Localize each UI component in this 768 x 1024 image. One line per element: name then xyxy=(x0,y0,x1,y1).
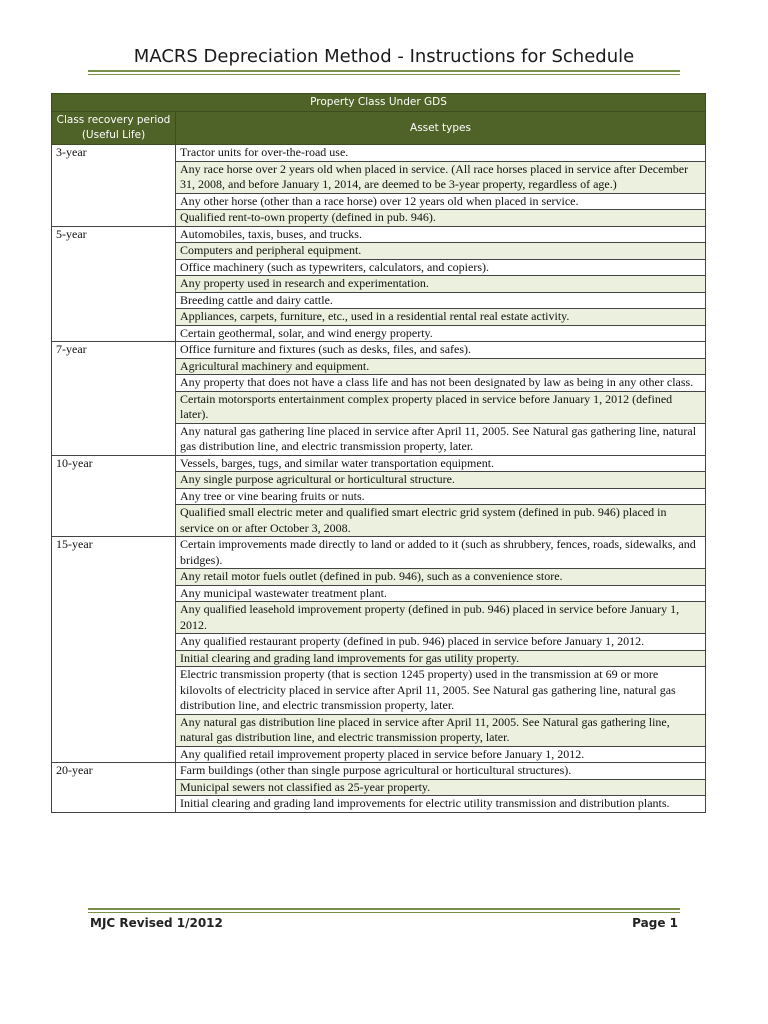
asset-type-cell: Any qualified leasehold improvement property (defined in pub. 946) placed in service before January 1, 2012. xyxy=(176,602,706,634)
asset-type-cell: Any natural gas gathering line placed in service after April 11, 2005. See Natural gas gathering line, natural gas distribution line, and electric transmission property, later. xyxy=(176,423,706,455)
asset-type-cell: Certain motorsports entertainment complex property placed in service before January 1, 2012 (defined later). xyxy=(176,391,706,423)
table-row xyxy=(52,537,706,569)
asset-type-cell: Certain geothermal, solar, and wind energy property. xyxy=(176,325,706,342)
asset-type-cell: Any municipal wastewater treatment plant. xyxy=(176,585,706,602)
asset-type-cell: Breeding cattle and dairy cattle. xyxy=(176,292,706,309)
table-row xyxy=(52,763,706,780)
asset-type-cell: Tractor units for over-the-road use. xyxy=(176,145,706,162)
asset-type-cell: Agricultural machinery and equipment. xyxy=(176,358,706,375)
class-period-cell: 7-year xyxy=(52,342,176,456)
asset-type-cell: Any single purpose agricultural or horticultural structure. xyxy=(176,472,706,489)
table-row xyxy=(52,226,706,243)
asset-type-cell: Farm buildings (other than single purpose agricultural or horticultural structures). xyxy=(176,763,706,780)
asset-column-header: Asset types xyxy=(176,112,706,145)
table-row xyxy=(52,455,706,472)
revision-note: MJC Revised 1/2012 xyxy=(90,916,223,930)
asset-type-cell: Qualified small electric meter and qualified smart electric grid system (defined in pub. 946) placed in service on or after October 3, 2008. xyxy=(176,505,706,537)
asset-type-cell: Computers and peripheral equipment. xyxy=(176,243,706,260)
asset-type-cell: Any qualified retail improvement property placed in service before January 1, 2012. xyxy=(176,746,706,763)
asset-type-cell: Any race horse over 2 years old when placed in service. (All race horses placed in service after December 31, 2008, and before January 1, 2014, are deemed to be 3-year property, regardless of age.) xyxy=(176,161,706,193)
asset-type-cell: Qualified rent-to-own property (defined in pub. 946). xyxy=(176,210,706,227)
page-number: Page 1 xyxy=(632,916,678,930)
asset-type-cell: Any qualified restaurant property (defined in pub. 946) placed in service before January 1, 2012. xyxy=(176,634,706,651)
class-column-header: Class recovery period (Useful Life) xyxy=(52,112,176,145)
asset-type-cell: Municipal sewers not classified as 25-year property. xyxy=(176,779,706,796)
table-row xyxy=(52,145,706,162)
title-rule xyxy=(88,70,680,75)
asset-type-cell: Certain improvements made directly to land or added to it (such as shrubbery, fences, roads, sidewalks, and bridges). xyxy=(176,537,706,569)
asset-type-cell: Automobiles, taxis, buses, and trucks. xyxy=(176,226,706,243)
asset-type-cell: Initial clearing and grading land improvements for electric utility transmission and distribution plants. xyxy=(176,796,706,813)
asset-type-cell: Any natural gas distribution line placed in service after April 11, 2005. See Natural gas gathering line, natural gas distribution line, and electric transmission property, later. xyxy=(176,714,706,746)
class-period-cell: 15-year xyxy=(52,537,176,763)
asset-type-cell: Vessels, barges, tugs, and similar water transportation equipment. xyxy=(176,455,706,472)
asset-type-cell: Any retail motor fuels outlet (defined in pub. 946), such as a convenience store. xyxy=(176,569,706,586)
macrs-class-table xyxy=(51,93,706,813)
class-period-cell: 3-year xyxy=(52,145,176,227)
asset-type-cell: Any other horse (other than a race horse) over 12 years old when placed in service. xyxy=(176,193,706,210)
asset-type-cell: Initial clearing and grading land improvements for gas utility property. xyxy=(176,650,706,667)
class-period-cell: 20-year xyxy=(52,763,176,813)
asset-type-cell: Office machinery (such as typewriters, calculators, and copiers). xyxy=(176,259,706,276)
asset-type-cell: Appliances, carpets, furniture, etc., used in a residential rental real estate activity. xyxy=(176,309,706,326)
footer-rule xyxy=(88,908,680,913)
table-group-header: Property Class Under GDS xyxy=(52,94,706,112)
table-row xyxy=(52,342,706,359)
class-period-cell: 5-year xyxy=(52,226,176,342)
asset-type-cell: Any tree or vine bearing fruits or nuts. xyxy=(176,488,706,505)
class-period-cell: 10-year xyxy=(52,455,176,537)
asset-type-cell: Electric transmission property (that is section 1245 property) used in the transmission at 69 or more kilovolts of electricity placed in service after April 11, 2005. See Natural gas gathering line, natural gas distribution line, and electric transmission property, later. xyxy=(176,667,706,715)
table-body xyxy=(52,145,706,813)
asset-type-cell: Any property that does not have a class life and has not been designated by law as being in any other class. xyxy=(176,375,706,392)
asset-type-cell: Office furniture and fixtures (such as desks, files, and safes). xyxy=(176,342,706,359)
asset-type-cell: Any property used in research and experimentation. xyxy=(176,276,706,293)
document-title: MACRS Depreciation Method - Instructions for Schedule xyxy=(133,46,635,67)
